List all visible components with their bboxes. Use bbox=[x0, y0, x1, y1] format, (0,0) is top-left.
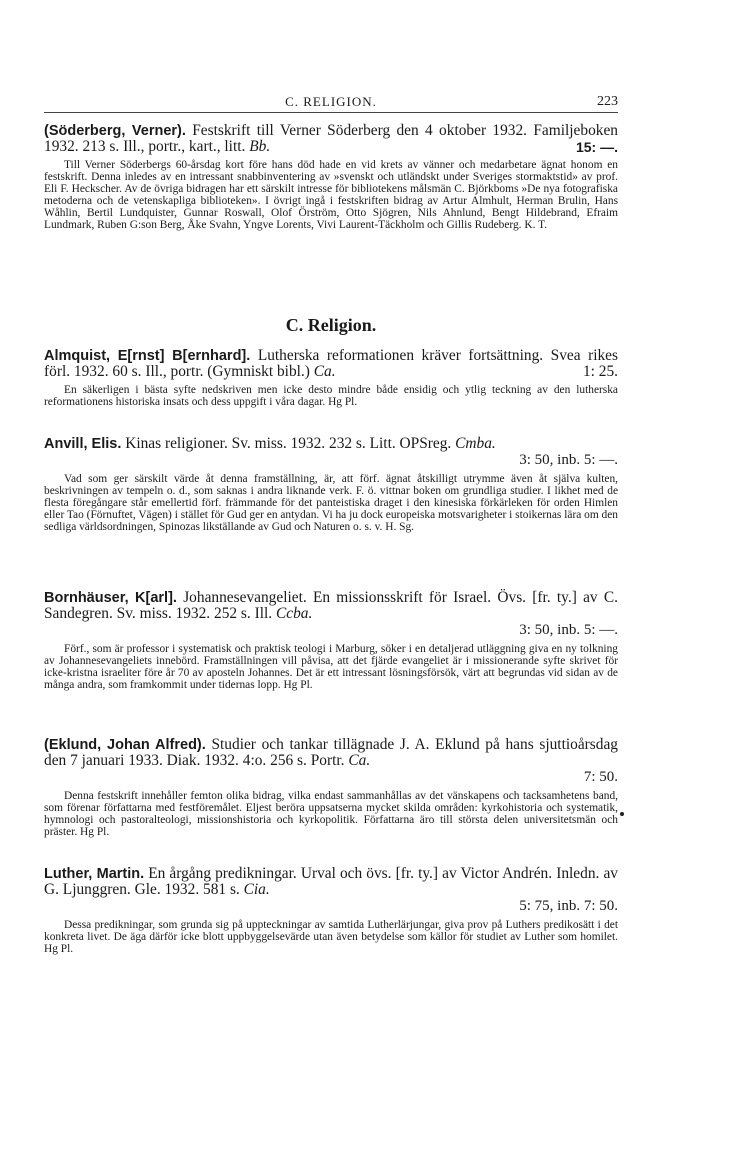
entry-price: 3: 50, inb. 5: —. bbox=[519, 452, 618, 468]
section-heading: C. Religion. bbox=[285, 315, 377, 335]
entry-classification: Ca. bbox=[313, 363, 336, 380]
running-title: C. RELIGION. bbox=[285, 94, 377, 109]
entry-head bbox=[44, 123, 618, 155]
entry-author: Almquist, E[rnst] B[ernhard]. bbox=[44, 348, 251, 364]
entry-price: 7: 50. bbox=[583, 769, 618, 785]
entry-author: (Söderberg, Verner). bbox=[44, 123, 186, 139]
entry-description: Studier och tankar tillägnade J. A. Eklund på hans sjuttioårsdag den 7 januari 1933. Diak. 1932. 4:o. 256 s. Portr. bbox=[44, 736, 619, 769]
entry-head bbox=[44, 590, 618, 622]
entry-price: 3: 50, inb. 5: —. bbox=[519, 622, 618, 638]
entry-head bbox=[44, 348, 618, 380]
entry-author: Anvill, Elis. bbox=[44, 436, 122, 452]
entry-head bbox=[44, 866, 618, 898]
entry-annotation: En säkerligen i bästa syfte nedskriven men icke desto mindre både ensidig och ytlig teckning av den lutherska reformationens historiska insats och dess uppgift i våra dagar. Hg Pl. bbox=[44, 384, 618, 409]
header-rule bbox=[44, 112, 618, 113]
ink-dot bbox=[620, 812, 624, 816]
entry-classification: Ccba. bbox=[276, 605, 313, 622]
bibliography-entry bbox=[44, 590, 618, 691]
entry-annotation: Denna festskrift innehåller femton olika bidrag, vilka endast sammanhållas av det vänskapens och tacksamhetens band, som förenar författarna med festföremålet. Eljest beröra uppsatserna mycket skilda områden: kyrkohistoria och systematik, hymnologi och pastoralteologi, missionshistoria och kyrkopolitik. Författarna äro till största delen universitetsmän och präster. Hg Pl. bbox=[44, 790, 618, 839]
bibliography-entry bbox=[44, 866, 618, 955]
entry-description: En årgång predikningar. Urval och övs. [fr. ty.] av Victor Andrén. Inledn. av G. Ljunggren. Gle. 1932. 581 s. bbox=[44, 865, 618, 898]
entry-price: 1: 25. bbox=[582, 363, 618, 380]
entry-author: (Eklund, Johan Alfred). bbox=[44, 737, 206, 753]
entry-author: Luther, Martin. bbox=[44, 866, 145, 882]
entry-description: Lutherska reformationen kräver fortsättning. Svea rikes förl. 1932. 60 s. Ill., portr. (Gymniskt bibl.) bbox=[44, 347, 618, 380]
entry-annotation: Förf., som är professor i systematisk och praktisk teologi i Marburg, söker i en detaljerad utläggning giva en ny tolkning av Johannesevangeliets innebörd. Framställningen vill påvisa, att det fjärde evangeliet är i missionerande syfte skrivet för icke-kristna israeliter före år 70 av aposteln Johannes. Det är ett intressant lösningsförsök, värt att begrundas vid sidan av de många andra, som framkommit under tidernas lopp. Hg Pl. bbox=[44, 643, 618, 692]
running-head bbox=[44, 94, 618, 114]
entry-classification: Cia. bbox=[243, 881, 270, 898]
entry-description: Johannesevangeliet. En missionsskrift för Israel. Övs. [fr. ty.] av C. Sandegren. Sv. miss. 1932. 252 s. Ill. bbox=[44, 589, 618, 622]
entry-head bbox=[44, 737, 618, 769]
bibliography-entry bbox=[44, 123, 618, 232]
entry-price: 15: —. bbox=[575, 139, 618, 155]
bibliography-entry bbox=[44, 436, 618, 533]
entry-classification: Cmba. bbox=[455, 435, 496, 452]
entry-head bbox=[44, 436, 618, 452]
entry-classification: Ca. bbox=[348, 752, 371, 769]
bibliography-entry bbox=[44, 348, 618, 408]
entry-author: Bornhäuser, K[arl]. bbox=[44, 590, 177, 606]
entry-description: Kinas religioner. Sv. miss. 1932. 232 s. Litt. OPSreg. bbox=[125, 435, 452, 452]
entry-price: 5: 75, inb. 7: 50. bbox=[519, 898, 618, 914]
bibliography-entry bbox=[44, 737, 618, 838]
entry-annotation: Till Verner Söderbergs 60-årsdag kort före hans död hade en vid krets av vänner och medarbetare ägnat honom en festskrift. Denna inledes av en intressant snabbinventering av »svenskt och utländskt under Sveriges stormaktstid» av prof. Eli F. Heckscher. Av de övriga bidragen har ett särskilt intresse för bibliotekens målsmän C. Björkboms »De nya fotografiska metoderna och de vetenskapliga biblioteken». I övrigt ingå i festskriften bidrag av Artur Almhult, Herman Brulin, Hans Wåhlin, Bertil Lundquister, Gunnar Roswall, Olof Örström, Otto Sjögren, Nils Ahnlund, Bengt Hildebrand, Efraim Lundmark, Ruben G:son Berg, Åke Svahn, Yngve Lorents, Vivi Laurent-Täckholm och Gillis Rudeberg. K. T. bbox=[44, 159, 618, 232]
entry-annotation: Dessa predikningar, som grunda sig på uppteckningar av samtida Lutherlärjungar, giva prov på Luthers predikosätt i det konkreta livet. De äga därför icke blott uppbyggelsevärde utan även betydelse som källor för studiet av Luther som homilet. Hg Pl. bbox=[44, 919, 618, 956]
entry-classification: Bb. bbox=[249, 138, 271, 155]
entry-description: Festskrift till Verner Söderberg den 4 oktober 1932. Familjeboken 1932. 213 s. Ill., portr., kart., litt. bbox=[44, 122, 618, 155]
entry-annotation: Vad som ger särskilt värde åt denna framställning, är, att förf. ägnat åtskilligt utrymme även åt själva kulten, beskrivningen av tempeln o. d., som saknas i andra liknande verk. F. ö. vittnar boken om grundliga studier. I likhet med de flesta föregångare står emellertid förf. främmande för det panteistiska draget i den kinesiska förkärleken för orden Himlen eller Tao (Förnuftet, Vägen) i stället för Gud ger en antydan. Vi ha ju dock europeiska motsvarigheter i stoikernas lära om den sedliga världsordningen, Spinozas likställande av Gud och Naturen o. s. v. H. Sg. bbox=[44, 473, 618, 534]
page-number: 223 bbox=[597, 94, 618, 109]
